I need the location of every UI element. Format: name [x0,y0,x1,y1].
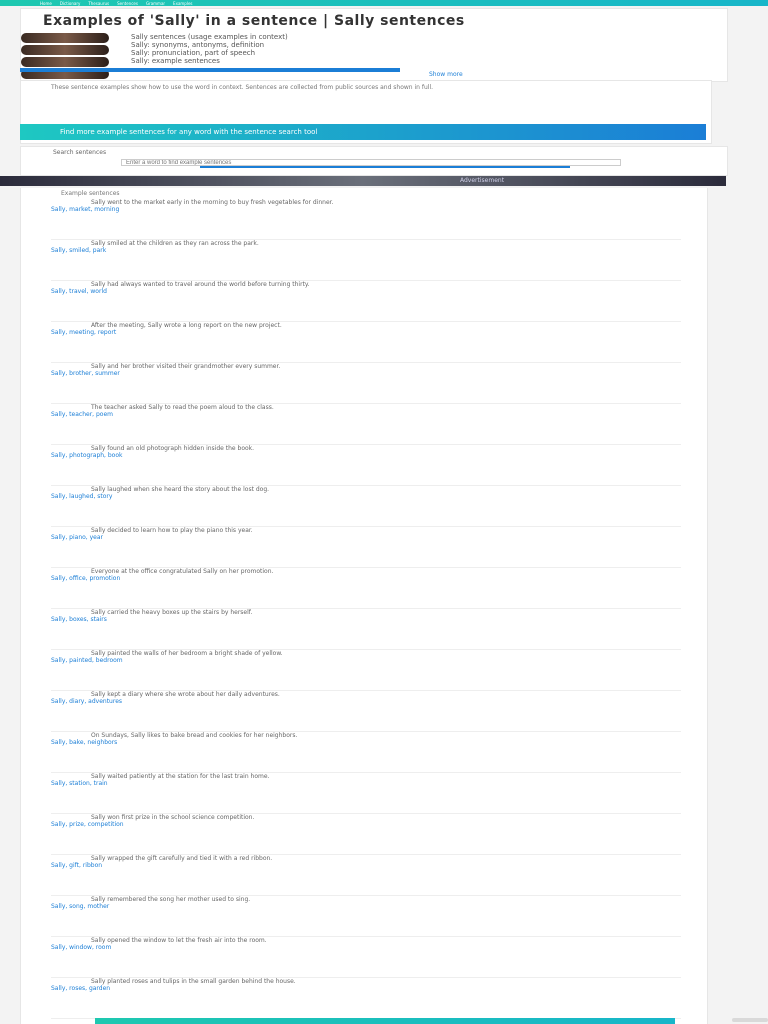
list-item [51,569,681,609]
list-item [51,692,681,732]
search-input[interactable] [121,159,621,166]
meta-line: Sally: example sentences [131,57,220,65]
sentence-link[interactable]: Sally, station, train [51,780,108,787]
sentence-link[interactable]: Sally, meeting, report [51,329,117,336]
list-item [51,323,681,363]
intro-text: These sentence examples show how to use the word in context. Sentences are collected from public sources and shown in full. [51,84,434,91]
sentence-link[interactable]: Sally, window, room [51,944,112,951]
sentence-list-panel [20,188,708,1024]
list-item [51,979,681,1019]
sentence-link[interactable]: Sally, office, promotion [51,575,121,582]
list-item [51,856,681,896]
cta-banner[interactable]: Find more example sentences for any word with the sentence search tool [20,124,706,140]
meta-line: Sally: synonyms, antonyms, definition [131,41,265,49]
thumbnail-image[interactable] [21,33,109,43]
nav-item[interactable]: Examples [173,0,193,6]
sentence-link[interactable]: Sally, prize, competition [51,821,124,828]
nav-item[interactable]: Thesaurus [88,0,110,6]
sentence-text: Sally carried the heavy boxes up the stairs by herself. [91,609,253,616]
sentence-text: Sally found an old photograph hidden inside the book. [91,445,255,452]
sentence-link[interactable]: Sally, smiled, park [51,247,107,254]
sentence-text: Sally decided to learn how to play the piano this year. [91,527,253,534]
sentence-text: Sally kept a diary where she wrote about her daily adventures. [91,691,280,698]
sentence-link[interactable]: Sally, song, mother [51,903,110,910]
sentence-text: Everyone at the office congratulated Sally on her promotion. [91,568,274,575]
sentence-link[interactable]: Sally, bake, neighbors [51,739,118,746]
sentence-link[interactable]: Sally, painted, bedroom [51,657,123,664]
sentence-text: The teacher asked Sally to read the poem aloud to the class. [91,404,274,411]
list-item [51,364,681,404]
sentence-text: Sally and her brother visited their grandmother every summer. [91,363,281,370]
nav-item[interactable]: Home [40,0,52,6]
bottom-bar [95,1018,675,1024]
sentence-text: Sally smiled at the children as they ran across the park. [91,240,259,247]
thumbnail-image[interactable] [21,57,109,67]
list-item [51,897,681,937]
sentence-text: Sally went to the market early in the morning to buy fresh vegetables for dinner. [91,199,334,206]
nav-item[interactable]: Dictionary [59,0,81,6]
scroll-indicator[interactable] [732,1018,768,1022]
sentence-link[interactable]: Sally, boxes, stairs [51,616,107,623]
sentence-text: Sally painted the walls of her bedroom a bright shade of yellow. [91,650,283,657]
list-item [51,938,681,978]
sentence-text: Sally laughed when she heard the story about the lost dog. [91,486,270,493]
panel-heading: Example sentences [61,190,120,197]
meta-list [131,33,611,65]
thumbnail-image[interactable] [21,45,109,55]
sentence-text: Sally waited patiently at the station for the last train home. [91,773,270,780]
sentence-text: Sally won first prize in the school science competition. [91,814,255,821]
sentence-link[interactable]: Sally, teacher, poem [51,411,113,418]
list-item [51,487,681,527]
list-item [51,405,681,445]
header-progress-bar [20,68,400,72]
sentence-text: Sally planted roses and tulips in the small garden behind the house. [91,978,296,985]
search-label: Search sentences [53,149,107,156]
search-card [20,146,728,176]
meta-line: Sally: pronunciation, part of speech [131,49,256,57]
list-item [51,815,681,855]
sentence-text: On Sundays, Sally likes to bake bread and cookies for her neighbors. [91,732,298,739]
sentence-text: Sally had always wanted to travel around the world before turning thirty. [91,281,310,288]
sentence-link[interactable]: Sally, laughed, story [51,493,113,500]
sentence-link[interactable]: Sally, brother, summer [51,370,120,377]
sentence-link[interactable]: Sally, piano, year [51,534,104,541]
sentence-link[interactable]: Sally, photograph, book [51,452,123,459]
list-item [51,774,681,814]
search-underline [200,166,570,168]
meta-line: Sally sentences (usage examples in context) [131,33,288,41]
list-item [51,241,681,281]
list-item [51,610,681,650]
list-item [51,200,681,240]
sentence-text: Sally wrapped the gift carefully and tied it with a red ribbon. [91,855,273,862]
list-item [51,446,681,486]
sentence-link[interactable]: Sally, gift, ribbon [51,862,103,869]
sentence-text: After the meeting, Sally wrote a long report on the new project. [91,322,282,329]
sentence-text: Sally opened the window to let the fresh air into the room. [91,937,267,944]
ad-banner[interactable]: Advertisement [0,176,726,186]
list-item [51,528,681,568]
nav-item[interactable]: Grammar [145,0,166,6]
list-item [51,282,681,322]
thumbnail-column [21,31,109,81]
nav-item[interactable]: Sentences [117,0,138,6]
page-title: Examples of 'Sally' in a sentence | Sally sentences [43,13,465,29]
sentence-link[interactable]: Sally, travel, world [51,288,107,295]
sentence-link[interactable]: Sally, market, morning [51,206,120,213]
show-more-link[interactable]: Show more [429,71,463,78]
list-item [51,733,681,773]
sentence-link[interactable]: Sally, roses, garden [51,985,111,992]
sentence-link[interactable]: Sally, diary, adventures [51,698,123,705]
sentence-text: Sally remembered the song her mother used to sing. [91,896,251,903]
list-item [51,651,681,691]
nav-links [40,0,192,6]
